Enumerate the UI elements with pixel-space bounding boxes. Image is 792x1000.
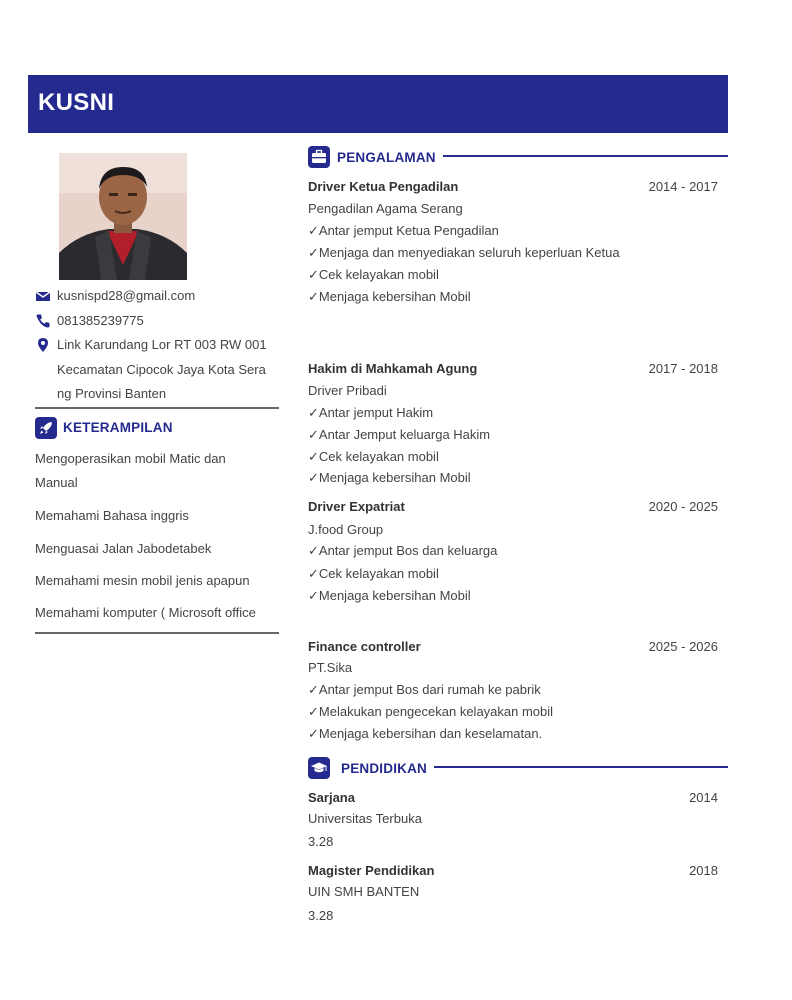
skill-item: Menguasai Jalan Jabodetabek bbox=[35, 541, 212, 556]
job-duty: ✓Antar jemput Ketua Pengadilan bbox=[308, 223, 499, 238]
skills-title: KETERAMPILAN bbox=[63, 420, 173, 435]
job-duty: ✓Cek kelayakan mobil bbox=[308, 566, 439, 581]
rocket-icon bbox=[35, 417, 57, 439]
skills-heading bbox=[35, 417, 279, 441]
left-divider-bottom bbox=[35, 632, 279, 634]
job-duty: ✓Menjaga kebersihan dan keselamatan. bbox=[308, 726, 543, 741]
skill-item: Memahami Bahasa inggris bbox=[35, 508, 189, 523]
job-title: Hakim di Mahkamah Agung bbox=[308, 361, 478, 376]
name-banner bbox=[28, 75, 728, 133]
email-text: kusnispd28@gmail.com bbox=[57, 288, 196, 303]
experience-rule bbox=[443, 155, 728, 157]
envelope-icon bbox=[35, 288, 51, 304]
address-line-2: Kecamatan Cipocok Jaya Kota Sera bbox=[57, 362, 266, 377]
job-duty: ✓Antar jemput Bos dan keluarga bbox=[308, 543, 498, 558]
job-title: Finance controller bbox=[308, 639, 421, 654]
education-heading bbox=[308, 757, 728, 781]
school-name: UIN SMH BANTEN bbox=[308, 884, 420, 899]
portrait-image bbox=[59, 153, 187, 280]
candidate-name: KUSNI bbox=[38, 89, 115, 116]
skill-item: Memahami komputer ( Microsoft office bbox=[35, 605, 256, 620]
job-duty: ✓Antar Jemput keluarga Hakim bbox=[308, 427, 491, 442]
job-org: Driver Pribadi bbox=[308, 383, 387, 398]
job-title: Driver Expatriat bbox=[308, 499, 405, 514]
gpa-value: 3.28 bbox=[308, 834, 334, 849]
skill-item: Manual bbox=[35, 475, 78, 490]
skill-item: Memahami mesin mobil jenis apapun bbox=[35, 573, 250, 588]
job-dates: 2017 - 2018 bbox=[648, 361, 718, 376]
job-duty: ✓Melakukan pengecekan kelayakan mobil bbox=[308, 704, 554, 719]
job-org: PT.Sika bbox=[308, 660, 353, 675]
degree-year: 2018 bbox=[689, 863, 718, 878]
skill-item: Mengoperasikan mobil Matic dan bbox=[35, 451, 226, 466]
briefcase-icon bbox=[308, 146, 330, 168]
job-dates: 2025 - 2026 bbox=[648, 639, 718, 654]
school-name: Universitas Terbuka bbox=[308, 811, 422, 826]
job-duty: ✓Menjaga kebersihan Mobil bbox=[308, 470, 471, 485]
job-duty: ✓Menjaga dan menyediakan seluruh keperluan Ketua bbox=[308, 245, 620, 260]
experience-title: PENGALAMAN bbox=[337, 150, 436, 165]
phone-text: 081385239775 bbox=[57, 313, 144, 328]
degree-year: 2014 bbox=[689, 790, 718, 805]
education-title: PENDIDIKAN bbox=[341, 761, 428, 776]
job-duty: ✓Cek kelayakan mobil bbox=[308, 449, 439, 464]
left-divider-top bbox=[35, 407, 279, 409]
job-title: Driver Ketua Pengadilan bbox=[308, 179, 459, 194]
address-line-1: Link Karundang Lor RT 003 RW 001 bbox=[57, 337, 267, 352]
experience-heading bbox=[308, 146, 728, 170]
job-duty: ✓Antar jemput Hakim bbox=[308, 405, 434, 420]
job-org: Pengadilan Agama Serang bbox=[308, 201, 463, 216]
education-rule bbox=[434, 766, 728, 768]
job-dates: 2020 - 2025 bbox=[648, 499, 718, 514]
profile-photo bbox=[59, 153, 187, 280]
degree-title: Magister Pendidikan bbox=[308, 863, 435, 878]
job-dates: 2014 - 2017 bbox=[648, 179, 718, 194]
location-pin-icon bbox=[35, 337, 51, 353]
job-duty: ✓Cek kelayakan mobil bbox=[308, 267, 439, 282]
gpa-value: 3.28 bbox=[308, 908, 334, 923]
address-line-3: ng Provinsi Banten bbox=[57, 386, 167, 401]
phone-icon bbox=[35, 313, 51, 329]
graduation-cap-icon bbox=[308, 757, 330, 779]
job-duty: ✓Antar jemput Bos dari rumah ke pabrik bbox=[308, 682, 541, 697]
job-duty: ✓Menjaga kebersihan Mobil bbox=[308, 588, 471, 603]
job-org: J.food Group bbox=[308, 522, 384, 537]
job-duty: ✓Menjaga kebersihan Mobil bbox=[308, 289, 471, 304]
degree-title: Sarjana bbox=[308, 790, 355, 805]
